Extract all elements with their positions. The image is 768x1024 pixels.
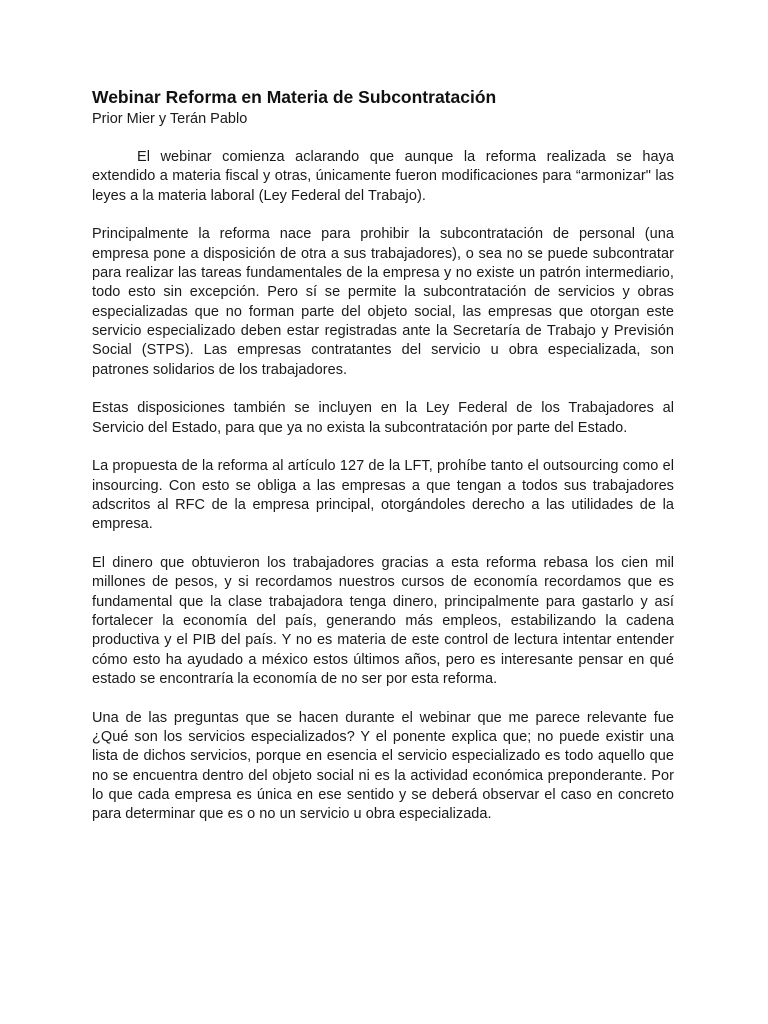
paragraph-article-127: La propuesta de la reforma al artículo 127 de la LFT, prohíbe tanto el outsourcing como el insourcing. Con esto se obliga a las empresas a que tengan a todos sus trabajadores adscritos al RFC de la empresa principal, otorgándoles derecho a las utilidades de la empresa. xyxy=(92,458,674,533)
paragraph-state-workers: Estas disposiciones también se incluyen en la Ley Federal de los Trabajadores al Servicio del Estado, para que ya no exista la subcontratación por parte del Estado. xyxy=(92,400,674,436)
document-body xyxy=(92,148,674,825)
paragraph-specialized-services: Una de las preguntas que se hacen durante el webinar que me parece relevante fue ¿Qué son los servicios especializados? Y el ponente explica que; no puede existir una lista de dichos servicios, porque en esencia el servicio especializado es todo aquello que no se encuentra dentro del objeto social ni es la actividad económica preponderante. Por lo que cada empresa es única en ese sentido y se deberá observar el caso en concreto para determinar que es o no un servicio u obra especializada. xyxy=(92,709,674,823)
paragraph-economy: El dinero que obtuvieron los trabajadores gracias a esta reforma rebasa los cien mil millones de pesos, y si recordamos nuestros cursos de economía recordamos que es fundamental que la clase trabajadora tenga dinero, principalmente para gastarlo y así fortalecer la economía del país, generando más empleos, estabilizando la cadena productiva y el PIB del país. Y no es materia de este control de lectura intentar entender cómo esto ha ayudado a méxico estos últimos años, pero es interesante pensar en qué estado se encontraría la economía de no ser por esta reforma. xyxy=(92,555,674,688)
document-title: Webinar Reforma en Materia de Subcontratación xyxy=(92,87,497,107)
document-page xyxy=(92,86,674,844)
paragraph-reform-purpose: Principalmente la reforma nace para prohibir la subcontratación de personal (una empresa pone a disposición de otra a sus trabajadores), o sea no se puede subcontratar para realizar las tareas fundamentales de la empresa y no existe un patrón intermediario, todo esto sin excepción. Pero sí se permite la subcontratación de servicios y obras especializadas que no forman parte del objeto social, las empresas que otorgan este servicio especializado deben estar registradas ante la Secretaría de Trabajo y Previsión Social (STPS). Las empresas contratantes del servicio u obra especializada, son patrones solidarios de los trabajadores. xyxy=(92,226,674,378)
document-author: Prior Mier y Terán Pablo xyxy=(92,111,248,127)
paragraph-intro: El webinar comienza aclarando que aunque la reforma realizada se haya extendido a materia fiscal y otras, únicamente fueron modificaciones para “armonizar" las leyes a la materia laboral (Ley Federal del Trabajo). xyxy=(92,149,674,204)
